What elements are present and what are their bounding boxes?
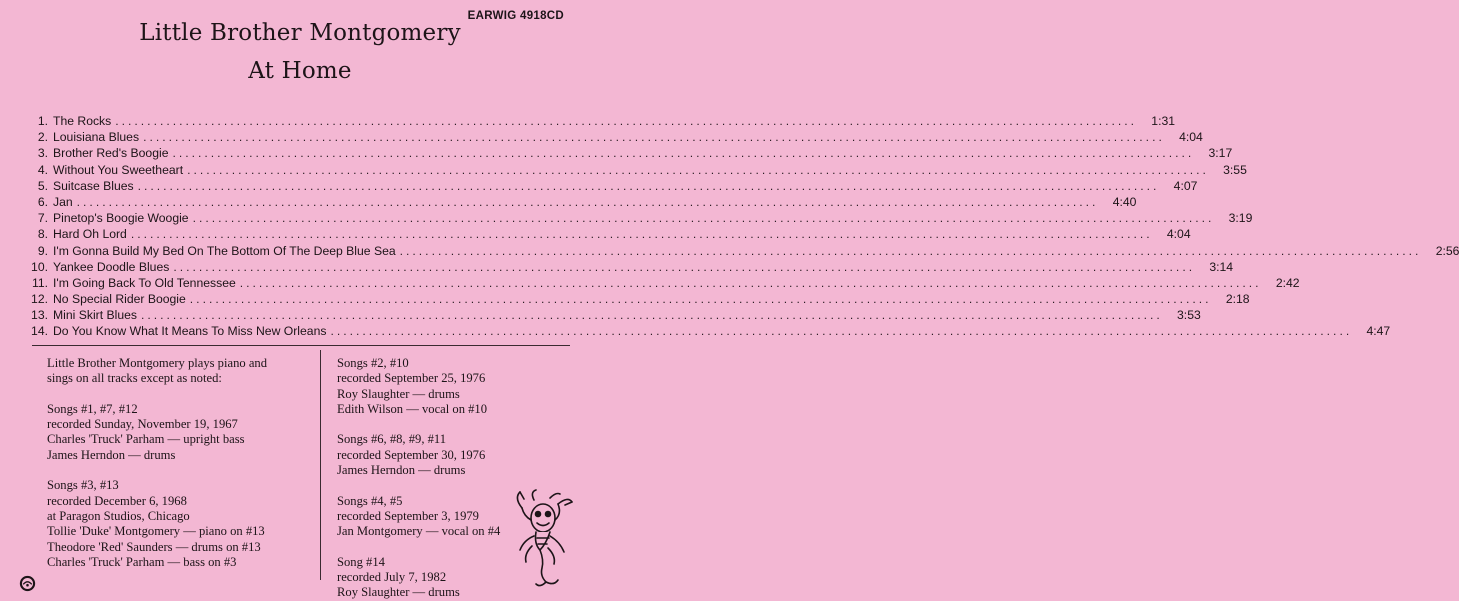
track-duration: 3:55 — [1223, 162, 1247, 177]
track-title: Yankee Doodle Blues — [53, 259, 170, 274]
note-line: Charles 'Truck' Parham — upright bass — [47, 432, 245, 447]
track-duration: 4:40 — [1112, 194, 1137, 209]
track-title: Pinetop's Boogie Woogie — [53, 211, 189, 226]
track-row — [26, 291, 1250, 307]
track-number: 2. — [37, 130, 48, 145]
note-spacer — [47, 387, 312, 402]
track-row — [26, 145, 1233, 161]
recording-notes-left — [47, 356, 312, 570]
track-row — [26, 323, 1391, 339]
dot-leader: ................................................................................................................................................................ — [115, 114, 1138, 128]
note-line: Songs #4, #5 — [337, 493, 403, 508]
track-row — [26, 275, 1300, 291]
dot-leader: ................................................................................................................................................................ — [140, 308, 1163, 323]
track-row — [26, 178, 1198, 194]
note-line: James Herndon — drums — [47, 447, 176, 462]
note-line: recorded September 3, 1979 — [337, 508, 479, 523]
dot-leader: ................................................................................................................................................................ — [173, 259, 1196, 274]
track-number: 5. — [37, 178, 48, 193]
track-row — [26, 259, 1234, 275]
horizontal-divider — [32, 345, 570, 346]
track-duration: 2:18 — [1225, 292, 1250, 307]
note-line: Theodore 'Red' Saunders — drums on #13 — [47, 539, 261, 554]
track-title: I'm Gonna Build My Bed On The Bottom Of The Deep Blue Sea — [53, 243, 396, 258]
track-duration: 4:47 — [1366, 324, 1391, 339]
track-list — [26, 113, 1459, 340]
track-title: Do You Know What It Means To Miss New Orleans — [53, 324, 327, 339]
track-number: 10. — [31, 259, 48, 274]
note-line: Edith Wilson — vocal on #10 — [337, 401, 488, 416]
track-number: 3. — [37, 146, 48, 161]
track-title: The Rocks — [53, 114, 112, 128]
vertical-divider — [320, 350, 321, 580]
track-row — [26, 226, 1191, 242]
track-number: 11. — [31, 275, 48, 290]
dot-leader: ................................................................................................................................................................ — [143, 130, 1165, 145]
track-row — [26, 243, 1459, 259]
track-row — [26, 210, 1253, 226]
track-duration: 1:31 — [1151, 114, 1176, 128]
track-number: 6. — [37, 194, 48, 209]
track-row — [26, 113, 1176, 129]
track-duration: 3:53 — [1177, 308, 1201, 323]
track-title: Suitcase Blues — [53, 178, 134, 193]
track-title: Mini Skirt Blues — [53, 308, 137, 323]
track-duration: 4:04 — [1166, 227, 1191, 242]
note-line: recorded July 7, 1982 — [337, 570, 447, 585]
track-number: 7. — [37, 211, 48, 226]
track-title: I'm Going Back To Old Tennessee — [53, 275, 236, 290]
track-number: 12. — [31, 292, 48, 307]
note-line: James Herndon — drums — [337, 463, 466, 478]
note-line: Songs #6, #8, #9, #11 — [337, 432, 447, 447]
note-line: sings on all tracks except as noted: — [47, 371, 222, 386]
note-line: Tollie 'Duke' Montgomery — piano on #13 — [47, 524, 265, 539]
track-number: 13. — [31, 308, 48, 323]
track-number: 8. — [37, 227, 48, 242]
dot-leader: ................................................................................................................................................................ — [172, 146, 1195, 161]
note-line: Roy Slaughter — drums — [337, 585, 460, 600]
album-artist-title: Little Brother Montgomery — [139, 20, 461, 46]
note-line: Songs #3, #13 — [47, 478, 119, 493]
note-line: Little Brother Montgomery plays piano and — [47, 356, 267, 370]
note-line: Song #14 — [337, 554, 385, 569]
dot-leader: ................................................................................................................................................................ — [239, 275, 1262, 290]
note-line: Roy Slaughter — drums — [337, 386, 460, 401]
catalog-number: EARWIG 4918CD — [467, 10, 564, 22]
track-duration: 2:56 — [1435, 243, 1459, 258]
track-number: 1. — [37, 114, 48, 128]
track-row — [26, 307, 1201, 323]
dot-leader: ................................................................................................................................................................ — [76, 194, 1099, 209]
track-title: Jan — [53, 194, 73, 209]
track-duration: 4:07 — [1173, 178, 1198, 193]
track-number: 14. — [31, 324, 48, 339]
track-duration: 3:14 — [1209, 259, 1234, 274]
note-line: at Paragon Studios, Chicago — [47, 508, 190, 523]
dot-leader: ................................................................................................................................................................ — [130, 227, 1153, 242]
note-spacer — [337, 417, 567, 432]
track-row — [26, 129, 1203, 145]
note-line: Jan Montgomery — vocal on #4 — [337, 524, 501, 539]
track-number: 9. — [37, 243, 48, 258]
note-line: recorded Sunday, November 19, 1967 — [47, 417, 238, 432]
track-title: No Special Rider Boogie — [53, 292, 186, 307]
dot-leader: ................................................................................................................................................................ — [192, 211, 1215, 226]
track-duration: 3:17 — [1208, 146, 1233, 161]
track-duration: 2:42 — [1275, 275, 1300, 290]
track-title: Hard Oh Lord — [53, 227, 127, 242]
note-line: recorded September 25, 1976 — [337, 371, 486, 386]
track-duration: 4:04 — [1179, 130, 1203, 145]
crawfish-icon — [510, 490, 580, 590]
dot-leader: ................................................................................................................................................................ — [330, 324, 1353, 339]
dot-leader: ................................................................................................................................................................ — [187, 162, 1209, 177]
note-line: Songs #1, #7, #12 — [47, 401, 138, 416]
track-title: Without You Sweetheart — [53, 162, 184, 177]
track-number: 4. — [37, 162, 48, 177]
album-title: At Home — [248, 58, 352, 84]
note-line: Charles 'Truck' Parham — bass on #3 — [47, 554, 237, 569]
note-line: recorded December 6, 1968 — [47, 493, 187, 508]
track-duration: 3:19 — [1228, 211, 1253, 226]
dot-leader: ................................................................................................................................................................ — [137, 178, 1160, 193]
track-row — [26, 194, 1137, 210]
note-line: recorded September 30, 1976 — [337, 447, 486, 462]
dot-leader: ................................................................................................................................................................ — [189, 292, 1212, 307]
note-spacer — [47, 463, 312, 478]
track-title: Brother Red's Boogie — [53, 146, 169, 161]
track-row — [26, 162, 1247, 178]
note-line: Songs #2, #10 — [337, 356, 409, 370]
track-title: Louisiana Blues — [53, 130, 140, 145]
dot-leader: ................................................................................................................................................................ — [399, 243, 1422, 258]
record-label-logo-icon — [19, 575, 36, 592]
